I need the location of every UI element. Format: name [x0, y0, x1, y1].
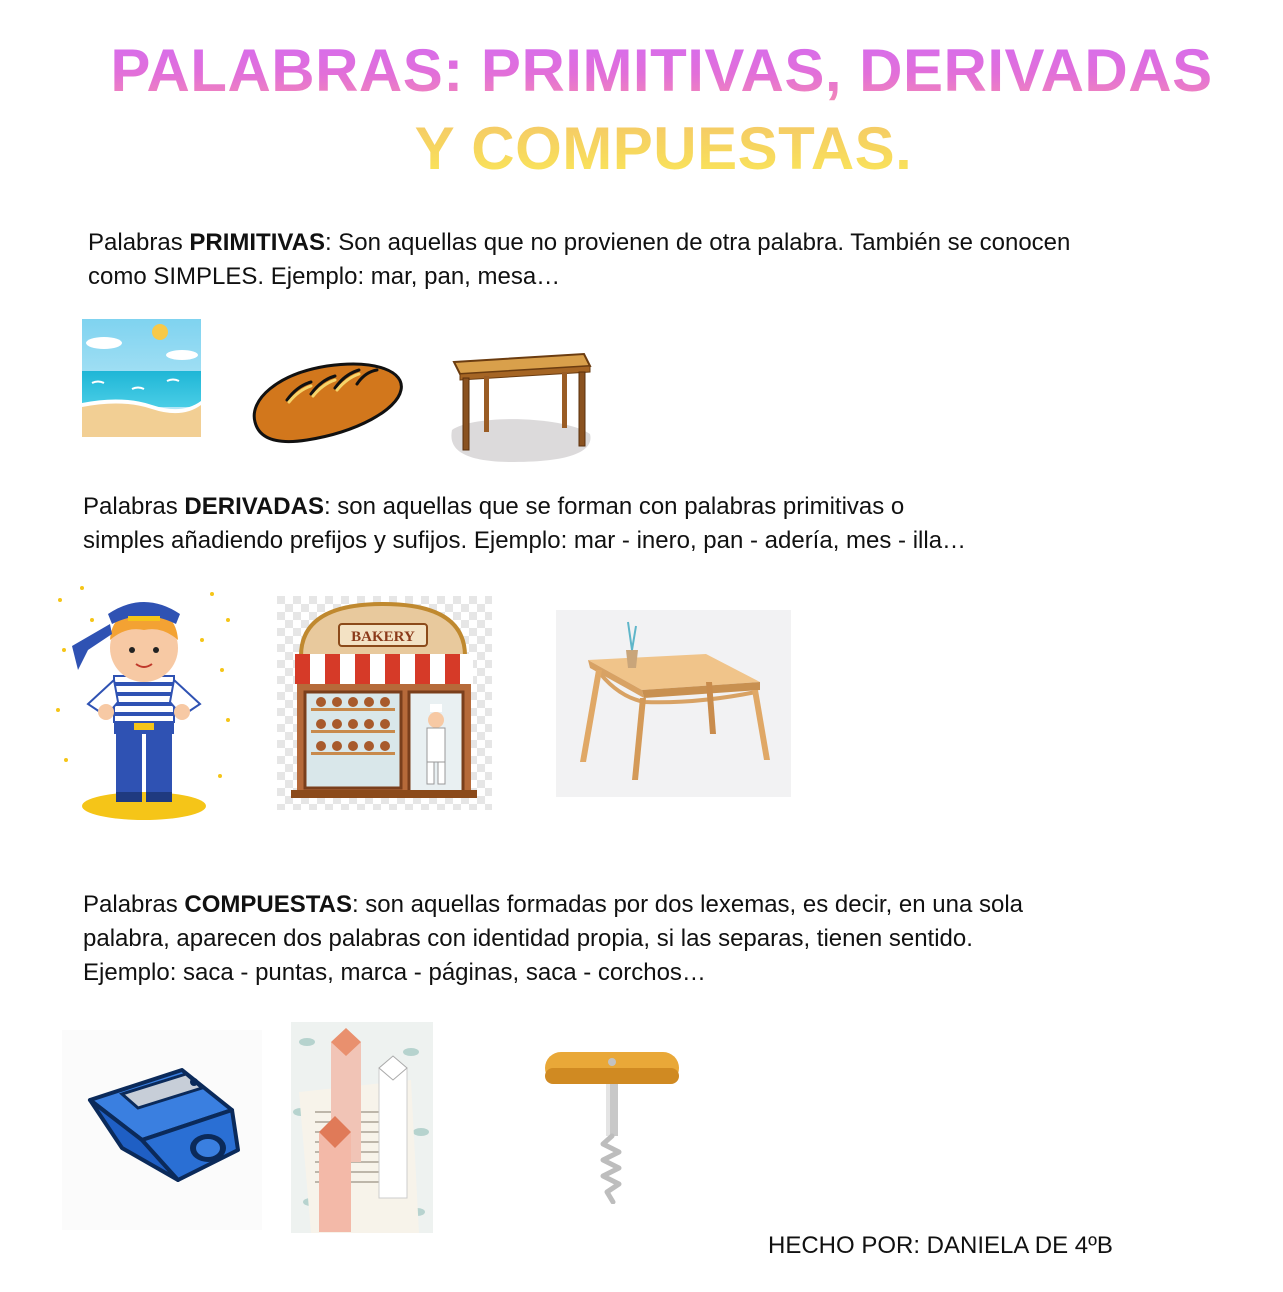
primitivas-term: PRIMITIVAS: [189, 229, 325, 256]
compuestas-text-line2: palabra, aparecen dos palabras con identidad propia, si las separas, tienen sentido.: [83, 925, 973, 952]
compuestas-paragraph: [83, 888, 1213, 990]
bookmarks-image: [291, 1022, 433, 1233]
wooden-table-image: [444, 350, 592, 463]
compuestas-term: COMPUESTAS: [184, 891, 352, 918]
bakery-shop-image: [277, 596, 492, 810]
derivadas-text-line1: : son aquellas que se forman con palabras primitivas o: [323, 493, 905, 520]
primitivas-text-line2: como SIMPLES. Ejemplo: mar, pan, mesa…: [88, 263, 561, 290]
page-title-line2: Y COMPUESTAS.: [22, 114, 1283, 183]
sailor-boy-image: [52, 580, 234, 824]
primitivas-text-line1: : Son aquellas que no provienen de otra palabra. También se conocen: [324, 229, 1071, 256]
derivadas-prefix: Palabras: [83, 493, 185, 520]
corkscrew-image: [543, 1050, 681, 1204]
footer-credit: HECHO POR: DANIELA DE 4ºB: [768, 1232, 1113, 1259]
derivadas-term: DERIVADAS: [184, 493, 324, 520]
compuestas-prefix: Palabras: [83, 891, 185, 918]
bakery-sign-text: BAKERY: [351, 629, 415, 645]
compuestas-text-line1: : son aquellas formadas por dos lexemas, es decir, en una sola: [351, 891, 1024, 918]
derivadas-text-line2: simples añadiendo prefijos y sufijos. Ejemplo: mar - inero, pan - adería, mes - illa…: [83, 527, 967, 554]
page-title-line1: PALABRAS: PRIMITIVAS, DERIVADAS: [20, 36, 1283, 105]
bread-loaf-image: [247, 360, 405, 444]
small-table-image: [556, 610, 791, 797]
sea-beach-image: [82, 319, 201, 437]
primitivas-prefix: Palabras: [88, 229, 190, 256]
pencil-sharpener-image: [62, 1030, 262, 1230]
compuestas-text-line3: Ejemplo: saca - puntas, marca - páginas, saca - corchos…: [83, 959, 706, 986]
derivadas-paragraph: [83, 490, 1183, 558]
primitivas-paragraph: [88, 226, 1258, 294]
